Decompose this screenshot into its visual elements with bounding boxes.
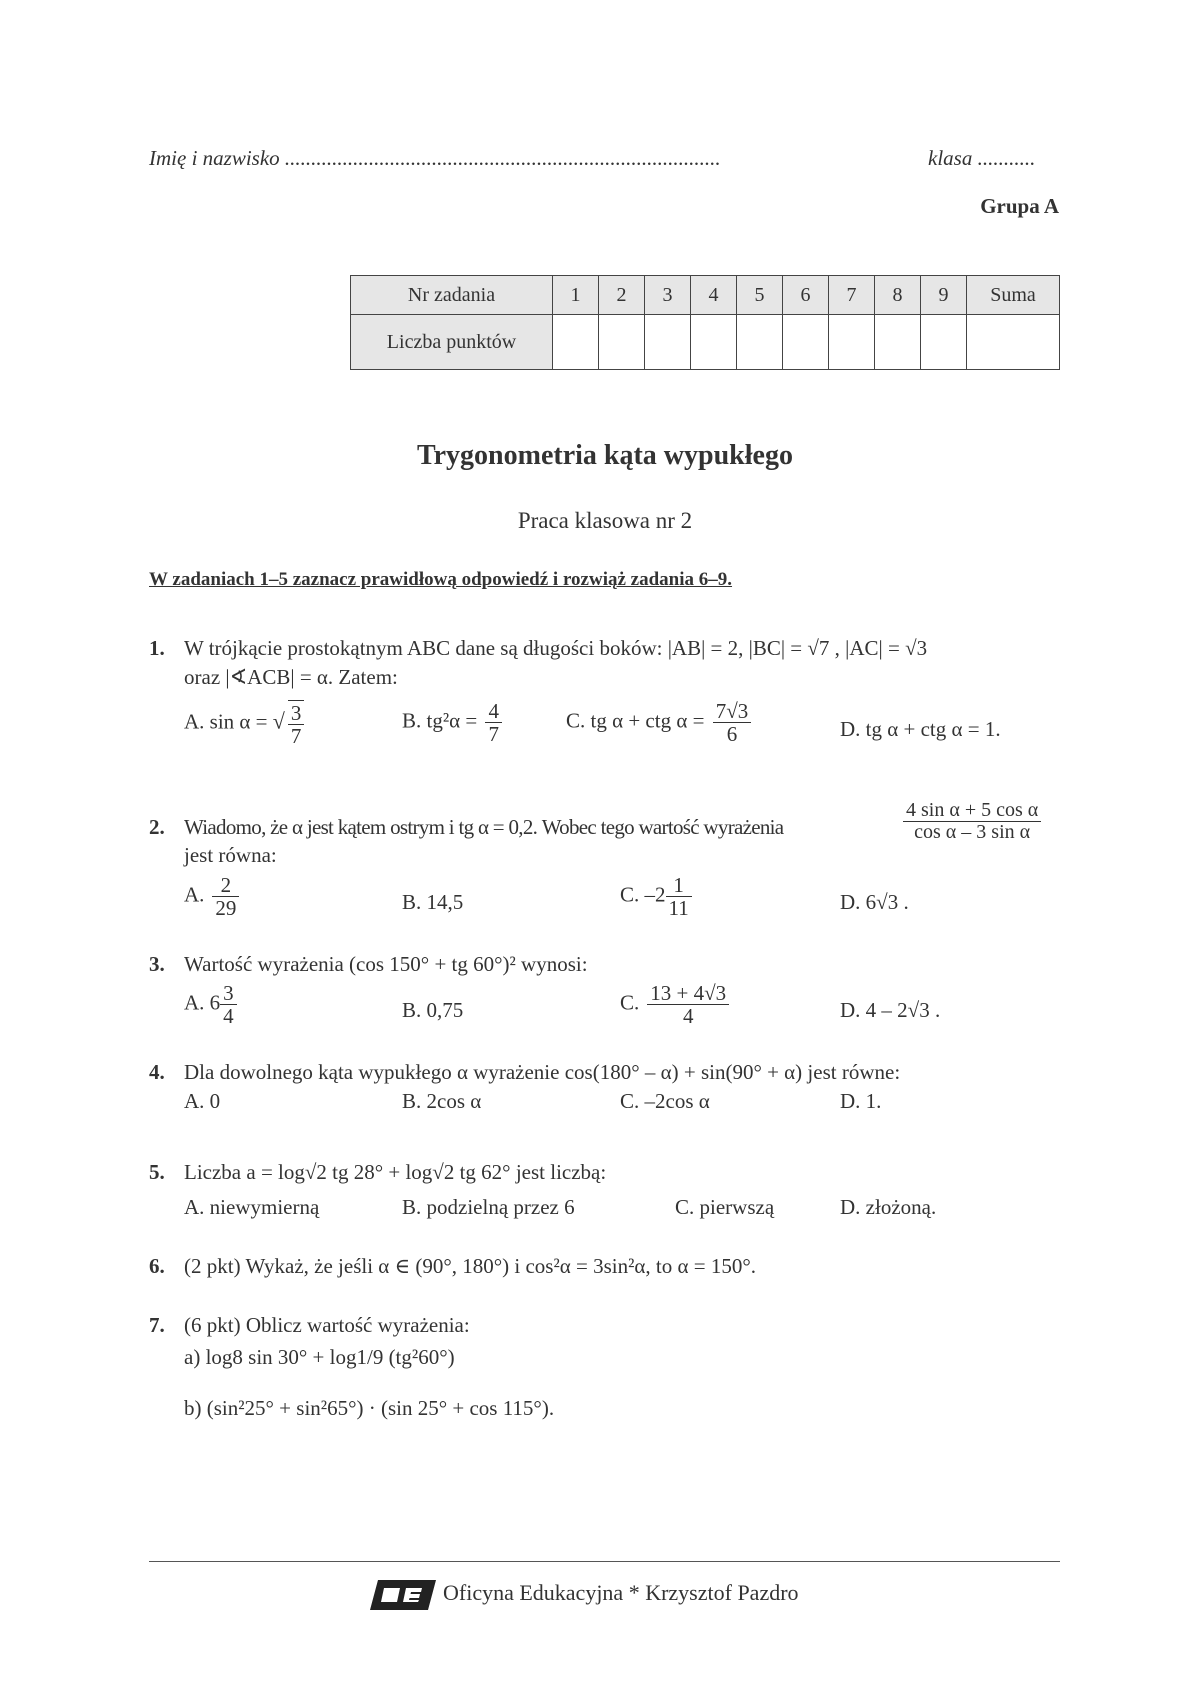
task-number-4: 4	[691, 276, 737, 315]
q3-option-c-den: 4	[682, 1004, 694, 1029]
page-subtitle: Praca klasowa nr 2	[517, 508, 693, 533]
q5-option-c[interactable]: C. pierwszą	[675, 1195, 775, 1219]
q3-text-line1: Wartość wyrażenia (cos 150° + tg 60°)² wynosi:	[184, 952, 588, 976]
instruction: W zadaniach 1–5 zaznacz prawidłową odpowiedź i rozwiąż zadania 6–9.	[149, 569, 733, 590]
q3-option-c-lead: C.	[620, 990, 640, 1015]
q1-option-d[interactable]: D. tg α + ctg α = 1.	[840, 717, 1001, 741]
q5-option-d[interactable]: D. złożoną.	[840, 1195, 937, 1219]
group-label: Grupa A	[980, 194, 1059, 218]
q1-option-a-den: 7	[290, 724, 302, 749]
q1-option-b-num: 4	[485, 700, 502, 723]
publisher-logo	[370, 1578, 436, 1612]
q5-option-b[interactable]: B. podzielną przez 6	[402, 1195, 575, 1219]
class-field-label: klasa ...........	[928, 146, 1036, 170]
score-table-header-label: Nr zadania	[351, 276, 553, 315]
task-number-2: 2	[599, 276, 645, 315]
q1-option-c-lead: C. tg α + ctg α =	[566, 708, 710, 733]
q1-option-b-den: 7	[488, 722, 499, 747]
q7-text-line1: (6 pkt) Oblicz wartość wyrażenia:	[184, 1313, 470, 1337]
q1-option-a[interactable]	[184, 700, 307, 747]
q2-text-line2: jest równa:	[184, 843, 277, 867]
points-row-label: Liczba punktów	[351, 315, 553, 370]
q2-expression	[900, 800, 1044, 843]
name-field-label: Imię i nazwisko ...................................................................................	[149, 146, 721, 170]
points-cell[interactable]	[829, 315, 875, 370]
q7-number: 7.	[149, 1313, 165, 1337]
q5-number: 5.	[149, 1160, 165, 1184]
q7-part-b: b) (sin²25° + sin²65°) · (sin 25° + cos 115°).	[184, 1396, 555, 1420]
q1-option-b[interactable]	[402, 700, 505, 745]
footer-divider	[149, 1561, 1060, 1562]
q2-option-b[interactable]: B. 14,5	[402, 890, 464, 914]
q4-option-d[interactable]: D. 1.	[840, 1089, 882, 1113]
q1-option-c-den: 6	[726, 722, 738, 747]
q2-option-c-num: 1	[666, 874, 692, 897]
q1-option-b-lead: B. tg²α =	[402, 708, 483, 733]
q2-option-a[interactable]	[184, 874, 242, 919]
task-number-3: 3	[645, 276, 691, 315]
points-cell[interactable]	[921, 315, 967, 370]
q2-option-a-lead: A.	[184, 882, 205, 907]
q3-number: 3.	[149, 952, 165, 976]
q4-option-b[interactable]: B. 2cos α	[402, 1089, 482, 1113]
q2-option-a-den: 29	[215, 896, 237, 921]
q2-number: 2.	[149, 815, 165, 839]
q7-part-a: a) log8 sin 30° + log1/9 (tg²60°)	[184, 1345, 455, 1369]
page-title: Trygonometria kąta wypukłego	[417, 440, 793, 471]
q3-option-d[interactable]: D. 4 – 2√3 .	[840, 998, 941, 1022]
q6-number: 6.	[149, 1254, 165, 1278]
q4-text-line1: Dla dowolnego kąta wypukłego α wyrażenie cos(180° – α) + sin(90° + α) jest równe:	[184, 1060, 901, 1084]
q2-text-line1: Wiadomo, że α jest kątem ostrym i tg α = 0,2. Wobec tego wartość wyrażenia	[184, 815, 784, 839]
task-number-6: 6	[783, 276, 829, 315]
task-number-8: 8	[875, 276, 921, 315]
points-cell[interactable]	[553, 315, 599, 370]
q2-option-a-num: 2	[212, 874, 239, 897]
q3-option-a-den: 4	[223, 1004, 234, 1029]
points-cell[interactable]	[875, 315, 921, 370]
q5-text-line1: Liczba a = log√2 tg 28° + log√2 tg 62° jest liczbą:	[184, 1160, 607, 1184]
q5-option-a[interactable]: A. niewymierną	[184, 1195, 320, 1219]
task-number-5: 5	[737, 276, 783, 315]
q1-option-a-num: 3	[288, 702, 305, 725]
q3-option-a-lead: A. 6	[184, 990, 221, 1015]
points-cell[interactable]	[691, 315, 737, 370]
publisher-name: Oficyna Edukacyjna * Krzysztof Pazdro	[443, 1580, 799, 1605]
q3-option-c[interactable]	[620, 982, 732, 1027]
q4-number: 4.	[149, 1060, 165, 1084]
q3-option-c-num: 13 + 4√3	[647, 982, 729, 1005]
q4-option-c[interactable]: C. –2cos α	[620, 1089, 710, 1113]
q2-expression-den: cos α – 3 sin α	[914, 821, 1031, 843]
q2-option-c-den: 11	[668, 896, 689, 921]
q4-option-a[interactable]: A. 0	[184, 1089, 221, 1113]
q1-text-line2: oraz |∢ACB| = α. Zatem:	[184, 665, 398, 689]
q1-option-a-lead: A. sin α =	[184, 709, 273, 734]
task-number-7: 7	[829, 276, 875, 315]
sum-header: Suma	[967, 276, 1060, 315]
task-number-9: 9	[921, 276, 967, 315]
sqrt-icon: √	[272, 708, 285, 734]
points-cell[interactable]	[599, 315, 645, 370]
q1-option-c-num: 7√3	[713, 700, 752, 723]
q6-text-line1: (2 pkt) Wykaż, że jeśli α ∈ (90°, 180°) i cos²α = 3sin²α, to α = 150°.	[184, 1254, 756, 1278]
points-cell[interactable]	[645, 315, 691, 370]
q2-option-c[interactable]	[620, 874, 695, 919]
points-cell[interactable]	[783, 315, 829, 370]
q3-option-a-num: 3	[220, 982, 237, 1005]
q3-option-a[interactable]	[184, 982, 240, 1027]
q3-option-b[interactable]: B. 0,75	[402, 998, 464, 1022]
points-cell[interactable]	[737, 315, 783, 370]
task-number-1: 1	[553, 276, 599, 315]
publisher-logo-icon	[370, 1578, 436, 1612]
points-sum-cell[interactable]	[967, 315, 1060, 370]
score-table	[350, 275, 1060, 370]
q2-expression-num: 4 sin α + 5 cos α	[903, 800, 1041, 822]
q2-option-d[interactable]: D. 6√3 .	[840, 890, 909, 914]
q1-number: 1.	[149, 636, 165, 660]
q2-option-c-lead: C. –2	[620, 882, 666, 907]
q1-option-c[interactable]	[566, 700, 754, 745]
q1-text-line1: W trójkącie prostokątnym ABC dane są długości boków: |AB| = 2, |BC| = √7 , |AC| = √3	[184, 636, 928, 660]
